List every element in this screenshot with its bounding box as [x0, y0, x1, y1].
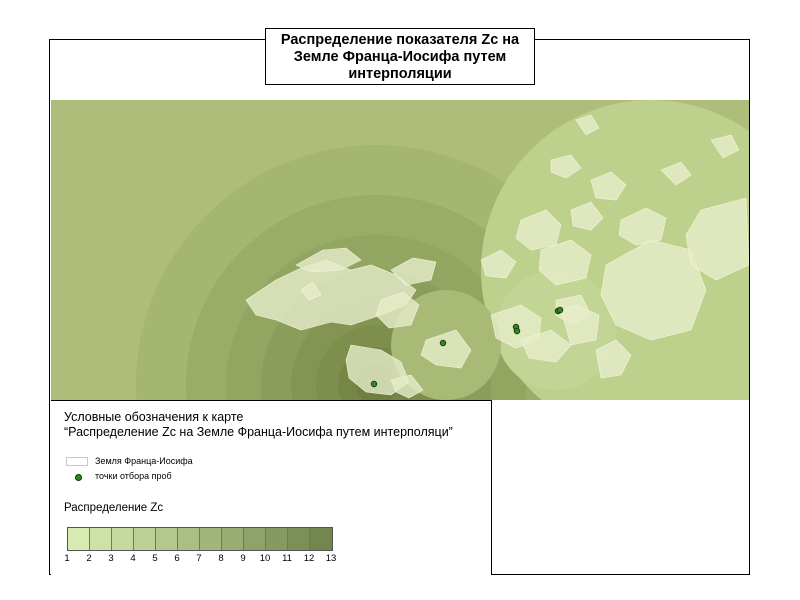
ramp-label: 8 [218, 553, 224, 564]
ramp-label: 4 [130, 553, 136, 564]
ramp-step [288, 528, 310, 550]
ramp-label: 10 [259, 553, 271, 564]
ramp-label: 1 [64, 553, 70, 564]
ramp-label: 12 [303, 553, 315, 564]
ramp-step [68, 528, 90, 550]
map-title-line: интерполяции [348, 66, 452, 82]
ramp-label: 13 [325, 553, 337, 564]
legend-row-points [66, 471, 172, 481]
sample-point-icon [514, 328, 520, 334]
ramp-step [200, 528, 222, 550]
land-label: Земля Франца-Иосифа [95, 456, 193, 466]
color-ramp [67, 527, 333, 551]
ramp-label: 7 [196, 553, 202, 564]
sample-point-icon [371, 381, 377, 387]
ramp-step [266, 528, 288, 550]
ramp-label: 6 [174, 553, 180, 564]
legend-title [64, 410, 453, 440]
points-label: точки отбора проб [95, 471, 172, 481]
map-title [265, 28, 535, 85]
ramp-labels [64, 553, 337, 565]
interpolation-map [51, 100, 749, 400]
ramp-step [222, 528, 244, 550]
distribution-title: Распределение Zc [64, 502, 164, 514]
map-legend [51, 400, 492, 575]
sample-point-icon [557, 307, 563, 313]
ramp-label: 9 [240, 553, 246, 564]
ramp-step [112, 528, 134, 550]
land-swatch-icon [66, 457, 88, 466]
sample-point-icon [66, 472, 88, 481]
map-title-line: Земле Франца-Иосифа путем [293, 49, 507, 65]
ramp-step [134, 528, 156, 550]
ramp-label: 3 [108, 553, 114, 564]
map-title-line: Распределение показателя Zc на [280, 32, 520, 48]
ramp-step [156, 528, 178, 550]
ramp-label: 2 [86, 553, 92, 564]
ramp-label: 11 [282, 553, 292, 564]
legend-title-line: Условные обозначения к карте [64, 410, 244, 424]
ramp-step [244, 528, 266, 550]
sample-point-icon [440, 340, 446, 346]
legend-title-line: “Распределение Zc на Земле Франца-Иосифа путем интерполяци” [64, 425, 453, 439]
ramp-step [90, 528, 112, 550]
ramp-step [310, 528, 332, 550]
legend-row-land [66, 456, 193, 466]
ramp-label: 5 [152, 553, 158, 564]
ramp-step [178, 528, 200, 550]
